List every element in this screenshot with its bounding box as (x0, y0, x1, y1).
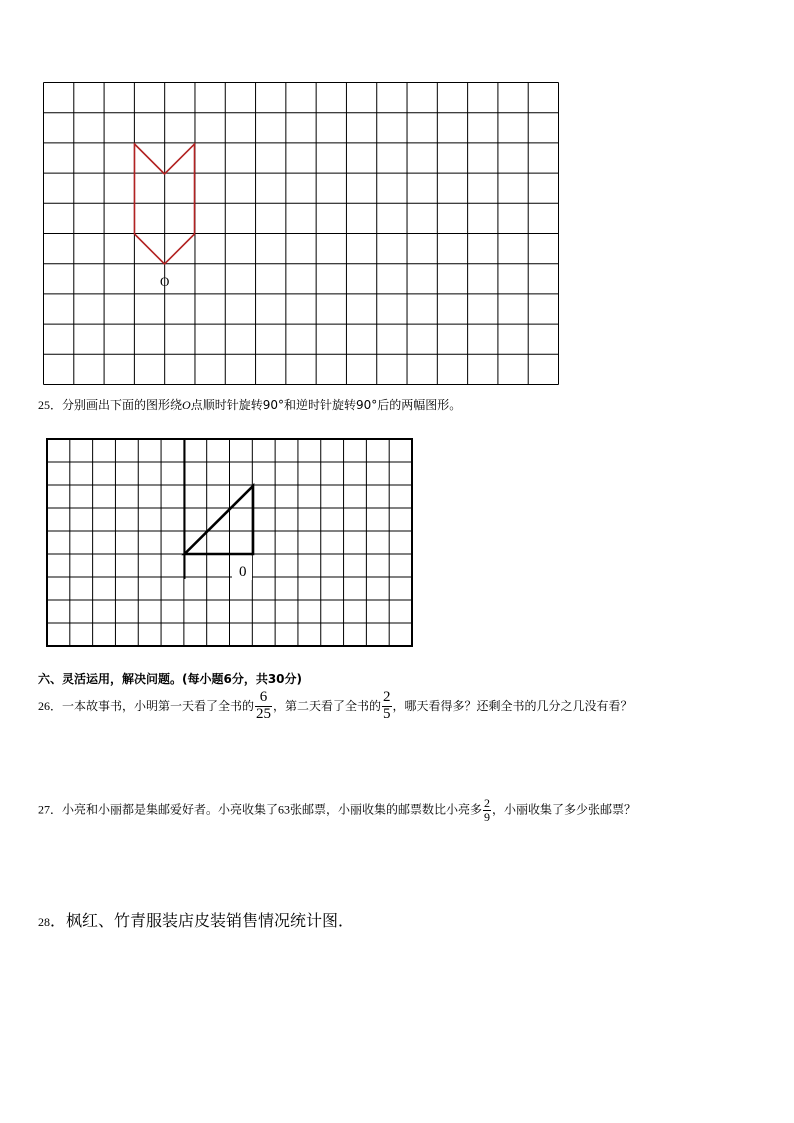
section-6-title: 六、灵活运用，解决问题。(每小题6分，共30分) (38, 672, 303, 686)
question-27-number: 27 (38, 802, 50, 817)
fraction-denominator: 9 (484, 809, 491, 824)
question-27-count: 63 (278, 802, 291, 817)
fraction-6-25 (255, 690, 272, 723)
grid-1-lines (44, 83, 559, 385)
fraction-numerator: 2 (383, 689, 391, 705)
fraction-2-9 (483, 797, 491, 823)
fraction-denominator: 5 (383, 705, 391, 722)
question-25-text-post: 点顺时针旋转90°和逆时针旋转90°后的两幅图形。 (190, 398, 462, 412)
fraction-denominator: 25 (256, 705, 272, 722)
question-26 (38, 690, 633, 723)
grid-1-point-label: O (160, 274, 170, 289)
question-26-text-2: ，第二天看了全书的 (273, 698, 382, 713)
grid-1 (43, 82, 561, 388)
question-26-text-1: ．一本故事书，小明第一天看了全书的 (50, 698, 255, 713)
fraction-numerator: 6 (255, 690, 272, 707)
question-28 (38, 908, 354, 931)
question-25-text-pre: ．分别画出下面的图形绕 (50, 398, 183, 412)
question-26-number: 26 (38, 698, 50, 713)
question-26-text-3: ，哪天看得多？还剩全书的几分之几没有看？ (392, 698, 633, 713)
grid-2-point-label: 0 (239, 564, 247, 580)
question-25-point: O (182, 398, 191, 412)
question-25-number: 25 (38, 398, 50, 412)
grid-2 (46, 438, 414, 648)
grid-2-lines (47, 439, 412, 646)
question-28-text: ．枫红、竹青服装店皮装销售情况统计图． (50, 911, 355, 930)
question-27-text-2: 张邮票，小丽收集的邮票数比小亮多 (290, 802, 483, 817)
question-27-text-1: ．小亮和小丽都是集邮爱好者。小亮收集了 (50, 802, 279, 817)
question-25 (38, 396, 461, 413)
triangle-figure (185, 486, 254, 554)
fraction-2-5 (382, 690, 392, 723)
question-28-number: 28 (38, 915, 50, 929)
question-27 (38, 797, 636, 823)
question-27-text-3: ，小丽收集了多少张邮票？ (492, 802, 637, 817)
fraction-numerator: 2 (484, 796, 491, 810)
